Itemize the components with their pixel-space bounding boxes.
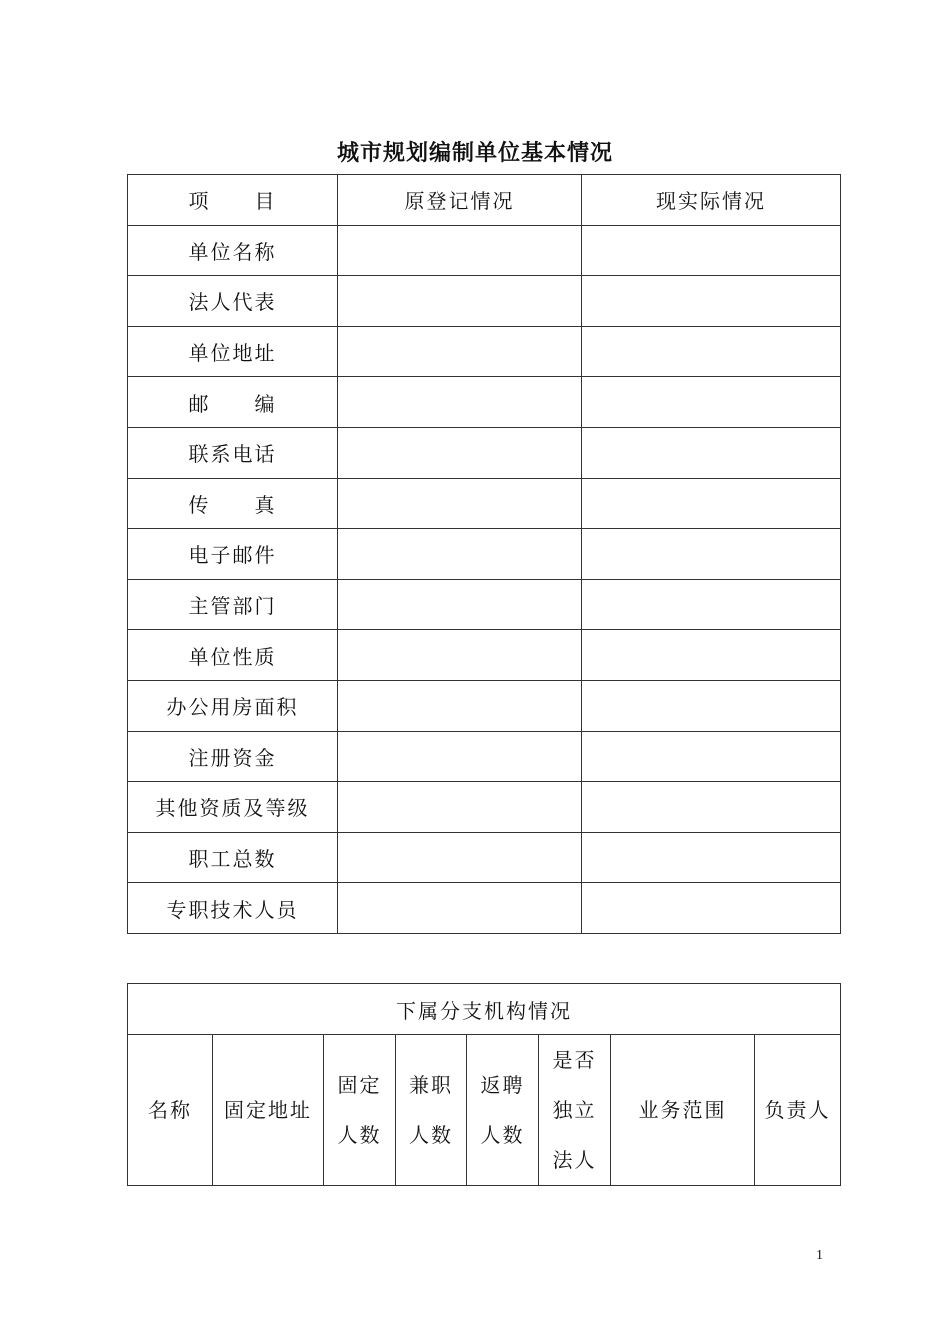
col-person-in-charge: 负责人 <box>755 1035 841 1186</box>
table-row <box>128 427 841 478</box>
row-label: 单位性质 <box>128 630 338 681</box>
col-independent-legal <box>539 1035 611 1186</box>
table-header-row <box>128 175 841 226</box>
current-value-cell[interactable] <box>582 478 841 529</box>
table-row <box>128 832 841 883</box>
col-independent-legal-line2: 独立 <box>552 1098 597 1122</box>
row-label: 单位地址 <box>128 326 338 377</box>
table-row <box>128 225 841 276</box>
header-item: 项 目 <box>128 175 338 226</box>
page-number: 1 <box>816 1248 823 1263</box>
col-rehired-staff <box>467 1035 539 1186</box>
current-value-cell[interactable] <box>582 427 841 478</box>
current-value-cell[interactable] <box>582 276 841 327</box>
current-value-cell[interactable] <box>582 326 841 377</box>
row-label: 其他资质及等级 <box>128 782 338 833</box>
row-label: 联系电话 <box>128 427 338 478</box>
original-value-cell[interactable] <box>338 883 582 934</box>
col-rehired-staff-line1: 返聘 <box>480 1073 525 1097</box>
row-label: 单位名称 <box>128 225 338 276</box>
header-current: 现实际情况 <box>582 175 841 226</box>
table-row <box>128 630 841 681</box>
current-value-cell[interactable] <box>582 731 841 782</box>
table-row <box>128 276 841 327</box>
row-label: 法人代表 <box>128 276 338 327</box>
original-value-cell[interactable] <box>338 832 582 883</box>
original-value-cell[interactable] <box>338 225 582 276</box>
original-value-cell[interactable] <box>338 529 582 580</box>
column-header-row <box>128 1035 841 1186</box>
col-business-scope: 业务范围 <box>611 1035 755 1186</box>
current-value-cell[interactable] <box>582 680 841 731</box>
table-row <box>128 680 841 731</box>
table-row <box>128 731 841 782</box>
col-fixed-staff-line1: 固定 <box>337 1073 382 1097</box>
current-value-cell[interactable] <box>582 579 841 630</box>
row-label: 电子邮件 <box>128 529 338 580</box>
current-value-cell[interactable] <box>582 883 841 934</box>
col-parttime-staff-line2: 人数 <box>409 1123 453 1147</box>
current-value-cell[interactable] <box>582 832 841 883</box>
col-fixed-staff <box>324 1035 396 1186</box>
row-label: 传 真 <box>128 478 338 529</box>
col-parttime-staff <box>396 1035 467 1186</box>
branch-table-heading: 下属分支机构情况 <box>128 984 841 1035</box>
table-row <box>128 579 841 630</box>
row-label: 职工总数 <box>128 832 338 883</box>
col-independent-legal-line1: 是否 <box>552 1048 597 1072</box>
col-independent-legal-line3: 法人 <box>552 1148 597 1172</box>
original-value-cell[interactable] <box>338 630 582 681</box>
table-row <box>128 883 841 934</box>
table-row <box>128 377 841 428</box>
col-address: 固定地址 <box>213 1035 324 1186</box>
current-value-cell[interactable] <box>582 529 841 580</box>
col-rehired-staff-line2: 人数 <box>480 1123 525 1147</box>
original-value-cell[interactable] <box>338 326 582 377</box>
row-label: 注册资金 <box>128 731 338 782</box>
row-label: 办公用房面积 <box>128 680 338 731</box>
original-value-cell[interactable] <box>338 782 582 833</box>
row-label: 专职技术人员 <box>128 883 338 934</box>
basic-info-table <box>127 174 841 934</box>
current-value-cell[interactable] <box>582 630 841 681</box>
row-label: 邮 编 <box>128 377 338 428</box>
original-value-cell[interactable] <box>338 731 582 782</box>
row-label: 主管部门 <box>128 579 338 630</box>
document-title: 城市规划编制单位基本情况 <box>336 141 613 166</box>
current-value-cell[interactable] <box>582 377 841 428</box>
current-value-cell[interactable] <box>582 225 841 276</box>
branch-info-table <box>127 983 841 1186</box>
original-value-cell[interactable] <box>338 680 582 731</box>
header-original: 原登记情况 <box>338 175 582 226</box>
table-row <box>128 326 841 377</box>
table-row <box>128 529 841 580</box>
col-parttime-staff-line1: 兼职 <box>409 1073 453 1097</box>
original-value-cell[interactable] <box>338 579 582 630</box>
original-value-cell[interactable] <box>338 427 582 478</box>
table-row <box>128 782 841 833</box>
col-name: 名称 <box>128 1035 213 1186</box>
original-value-cell[interactable] <box>338 377 582 428</box>
table-heading-row <box>128 984 841 1035</box>
table-row <box>128 478 841 529</box>
current-value-cell[interactable] <box>582 782 841 833</box>
original-value-cell[interactable] <box>338 276 582 327</box>
original-value-cell[interactable] <box>338 478 582 529</box>
col-fixed-staff-line2: 人数 <box>337 1123 382 1147</box>
